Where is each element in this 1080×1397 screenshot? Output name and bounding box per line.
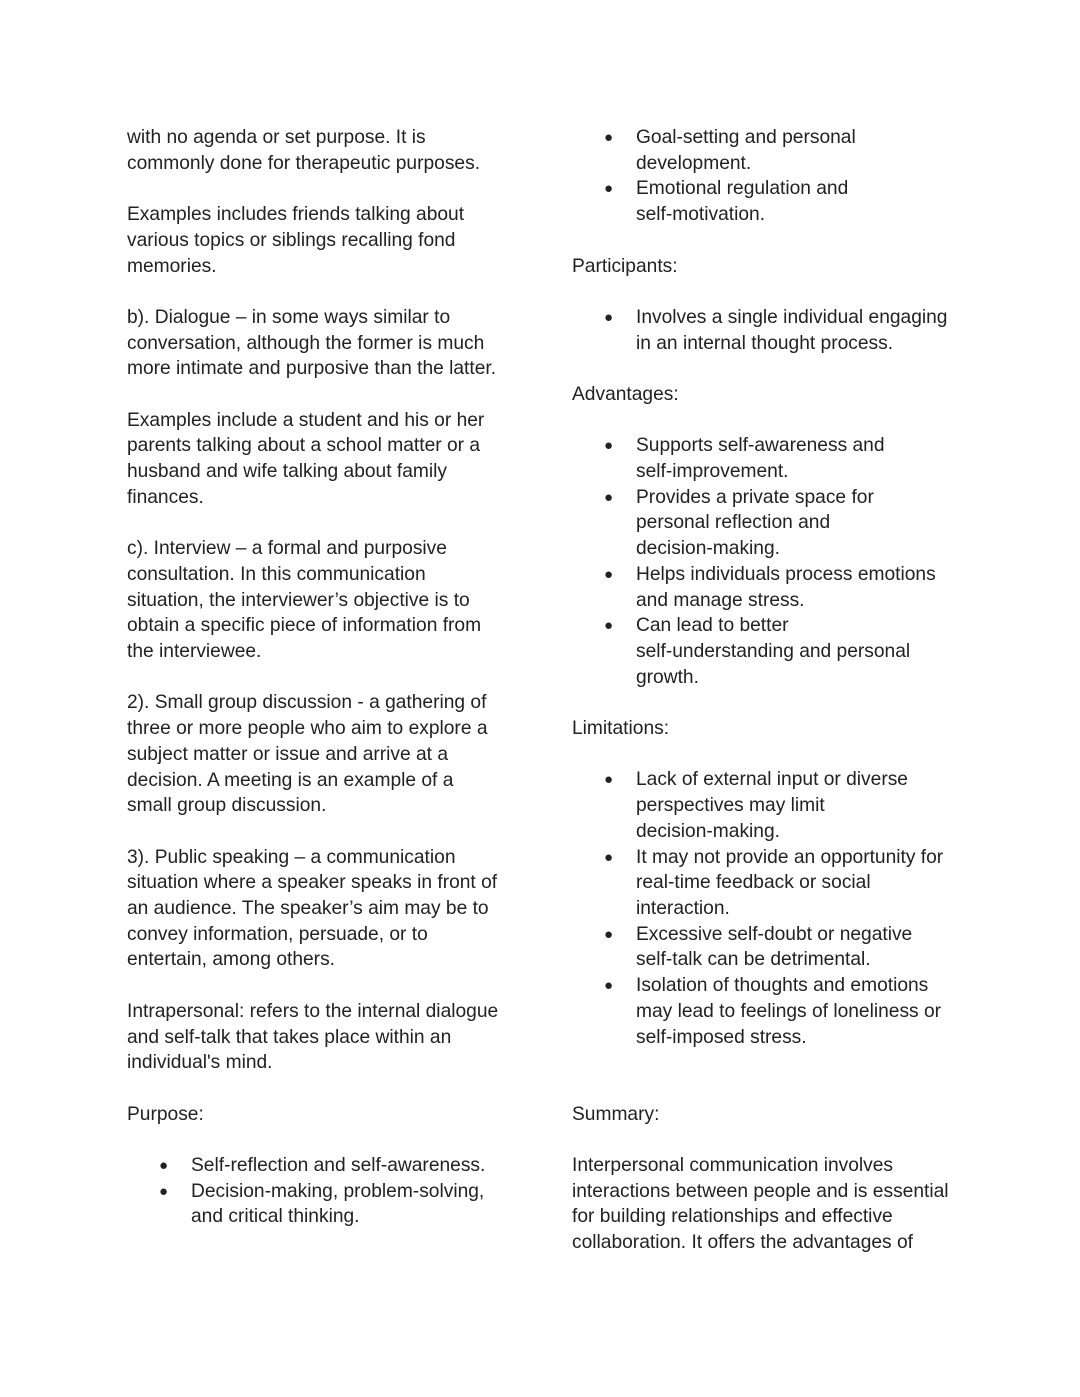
text-line: decision. A meeting is an example of a — [127, 769, 454, 791]
list-item — [572, 845, 972, 922]
text-line: for building relationships and effective — [572, 1206, 893, 1228]
limitations-heading: Limitations: — [572, 718, 670, 740]
list-item-line: self-improvement. — [636, 461, 789, 483]
text-line: Examples includes friends talking about — [127, 204, 465, 226]
list-item — [572, 176, 972, 227]
text-line: commonly done for therapeutic purposes. — [127, 152, 481, 174]
text-line: parents talking about a school matter or a — [127, 435, 481, 457]
list-item-line: growth. — [636, 666, 699, 688]
text-line: with no agenda or set purpose. It is — [127, 127, 426, 148]
list-item-line: Can lead to better — [636, 615, 789, 637]
advantages-list — [572, 433, 972, 690]
text-line: interactions between people and is essential — [572, 1180, 949, 1202]
list-item — [572, 973, 972, 1050]
right-column — [572, 125, 972, 1256]
text-line: individual's mind. — [127, 1052, 273, 1074]
list-item — [572, 433, 972, 484]
list-item-line: It may not provide an opportunity for — [636, 846, 944, 868]
text-line: consultation. In this communication — [127, 563, 426, 585]
text-line: situation where a speaker speaks in front of — [127, 872, 498, 894]
participants-heading: Participants: — [572, 255, 678, 277]
text-line: convey information, persuade, or to — [127, 923, 428, 945]
text-line: c). Interview – a formal and purposive — [127, 538, 447, 560]
list-item-line: interaction. — [636, 898, 730, 919]
text-line: subject matter or issue and arrive at a — [127, 743, 449, 765]
list-item-line: Lack of external input or diverse — [636, 769, 908, 791]
paragraph-intrapersonal — [127, 999, 527, 1076]
list-item-line: personal reflection and — [636, 512, 831, 534]
paragraph-summary — [572, 1153, 972, 1256]
summary-heading: Summary: — [572, 1103, 660, 1125]
paragraph-conversation-cont — [127, 125, 527, 176]
text-line: 3). Public speaking – a communication — [127, 846, 456, 868]
list-item — [127, 1153, 527, 1179]
text-line: collaboration. It offers the advantages of — [572, 1232, 913, 1254]
list-item-line: Involves a single individual engaging — [636, 306, 948, 328]
list-item — [572, 562, 972, 613]
paragraph-interview — [127, 536, 527, 665]
text-line: Intrapersonal: refers to the internal dialogue — [127, 1000, 499, 1022]
list-item-line: Helps individuals process emotions — [636, 563, 936, 585]
paragraph-small-group — [127, 690, 527, 819]
text-line: conversation, although the former is much — [127, 332, 485, 354]
list-item-line: real-time feedback or social — [636, 872, 871, 894]
text-line: b). Dialogue – in some ways similar to — [127, 306, 451, 328]
list-item-line: Goal-setting and personal — [636, 127, 856, 148]
text-line: obtain a specific piece of information from — [127, 615, 482, 637]
purpose-list — [127, 1153, 527, 1230]
list-item — [572, 125, 972, 176]
list-item-line: Self-reflection and self-awareness. — [191, 1154, 486, 1176]
list-item-line: Supports self-awareness and — [636, 435, 885, 457]
text-line: more intimate and purposive than the latter. — [127, 358, 497, 380]
text-line: various topics or siblings recalling fond — [127, 229, 456, 251]
list-item-line: may lead to feelings of loneliness or — [636, 1000, 942, 1022]
left-column — [127, 125, 527, 1230]
text-line: situation, the interviewer’s objective is to — [127, 589, 470, 611]
text-line: memories. — [127, 255, 217, 277]
list-item-line: Provides a private space for — [636, 486, 874, 508]
list-item-line: Decision-making, problem-solving, — [191, 1180, 485, 1202]
text-line: the interviewee. — [127, 641, 262, 662]
text-line: an audience. The speaker’s aim may be to — [127, 898, 489, 919]
limitations-list — [572, 767, 972, 1050]
list-item-line: decision-making. — [636, 820, 780, 842]
list-item — [572, 305, 972, 356]
advantages-heading: Advantages: — [572, 383, 679, 405]
list-item-line: and manage stress. — [636, 589, 805, 611]
text-line: husband and wife talking about family — [127, 461, 447, 483]
paragraph-conversation-examples — [127, 202, 527, 279]
list-item-line: in an internal thought process. — [636, 332, 894, 354]
list-item-line: self-motivation. — [636, 204, 766, 226]
participants-list — [572, 305, 972, 356]
list-item — [572, 922, 972, 973]
text-line: Interpersonal communication involves — [572, 1155, 894, 1176]
list-item — [572, 767, 972, 844]
list-item-line: perspectives may limit — [636, 795, 825, 817]
text-line: small group discussion. — [127, 795, 327, 817]
text-line: three or more people who aim to explore a — [127, 718, 488, 740]
list-item-line: self-imposed stress. — [636, 1026, 807, 1048]
purpose-heading: Purpose: — [127, 1103, 204, 1125]
list-item-line: development. — [636, 152, 752, 174]
text-line: and self-talk that takes place within an — [127, 1026, 452, 1048]
list-item — [572, 485, 972, 562]
text-line: entertain, among others. — [127, 949, 335, 971]
list-item-line: self-talk can be detrimental. — [636, 949, 871, 971]
list-item-line: and critical thinking. — [191, 1206, 360, 1228]
list-item-line: self-understanding and personal — [636, 641, 911, 662]
purpose-list-continued — [572, 125, 972, 228]
list-item — [572, 613, 972, 690]
paragraph-dialogue-examples — [127, 408, 527, 511]
text-line: finances. — [127, 486, 204, 508]
list-item-line: Excessive self-doubt or negative — [636, 923, 913, 945]
list-item-line: Isolation of thoughts and emotions — [636, 975, 929, 997]
list-item-line: decision-making. — [636, 538, 780, 560]
list-item — [127, 1179, 527, 1230]
paragraph-dialogue — [127, 305, 527, 382]
paragraph-public-speaking — [127, 845, 527, 974]
text-line: 2). Small group discussion - a gathering of — [127, 692, 487, 714]
list-item-line: Emotional regulation and — [636, 178, 849, 200]
text-line: Examples include a student and his or her — [127, 409, 485, 431]
